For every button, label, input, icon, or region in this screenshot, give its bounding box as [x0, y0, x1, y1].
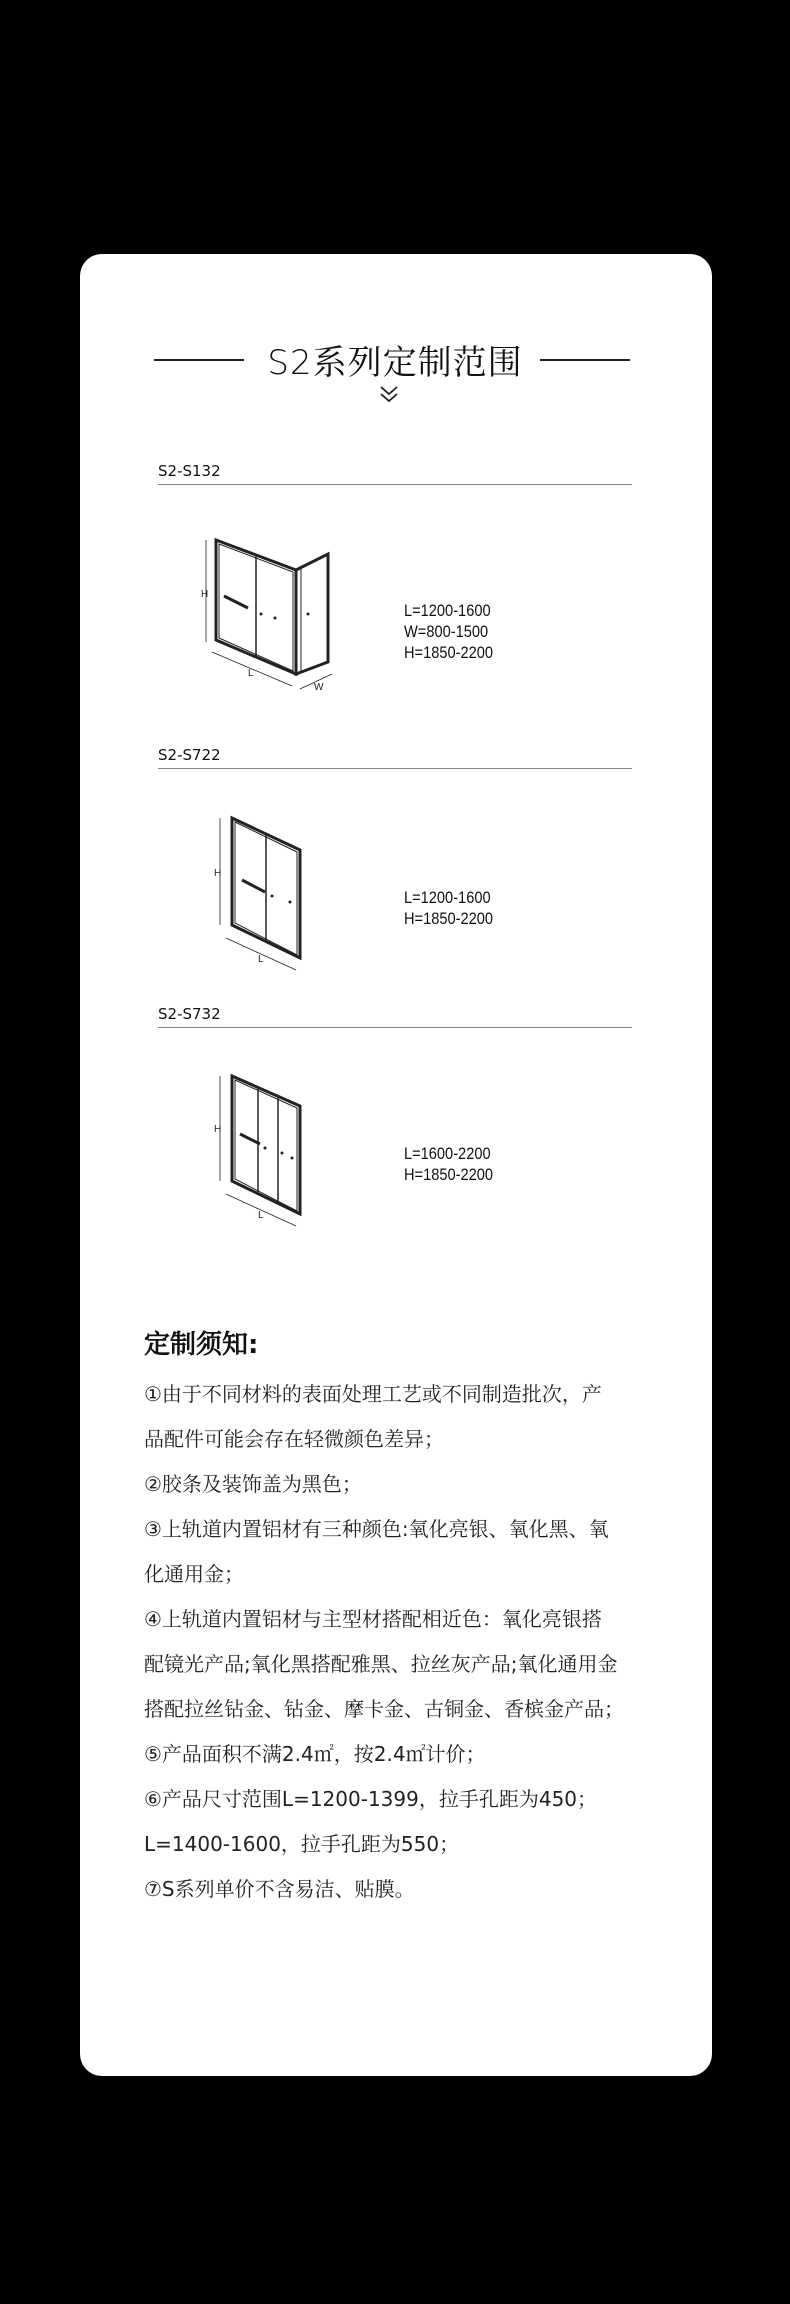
model-divider — [158, 768, 632, 769]
spec-length: L=1200-1600 — [404, 888, 491, 907]
double-chevron-down-icon — [377, 384, 401, 406]
notice-line: ①由于不同材料的表面处理工艺或不同制造批次，产 — [144, 1382, 602, 1406]
model-specs — [404, 887, 493, 929]
model-section — [158, 1003, 632, 1028]
model-section — [158, 460, 632, 485]
notice-line: 品配件可能会存在轻微颜色差异； — [144, 1427, 444, 1451]
model-divider — [158, 1027, 632, 1028]
dimension-l-label: L — [248, 668, 254, 679]
notice-line: ③上轨道内置铝材有三种颜色:氧化亮银、氧化黑、氧 — [144, 1517, 609, 1541]
spec-length: L=1200-1600 — [404, 601, 491, 620]
dimension-h-label: H — [214, 1124, 222, 1135]
shower-diagram-s722 — [210, 810, 350, 980]
dimension-h-label: H — [214, 868, 222, 879]
section-header — [80, 329, 712, 389]
shower-diagram-s132 — [198, 534, 358, 704]
spec-height: H=1850-2200 — [404, 643, 494, 662]
model-name: S2-S132 — [158, 462, 221, 480]
notice-line: ⑥产品尺寸范围L=1200-1399，拉手孔距为450； — [144, 1787, 598, 1811]
model-name: S2-S722 — [158, 746, 221, 764]
notice-line: ④上轨道内置铝材与主型材搭配相近色：氧化亮银搭 — [144, 1607, 602, 1631]
shower-diagram-s732 — [210, 1068, 350, 1238]
spec-height: H=1850-2200 — [404, 909, 494, 928]
notice-line: 配镜光产品;氧化黑搭配雅黑、拉丝灰产品;氧化通用金 — [144, 1652, 618, 1676]
dimension-l-label: L — [258, 1210, 264, 1221]
notice-line: L=1400-1600，拉手孔距为550； — [144, 1832, 460, 1856]
page-title: S2系列定制范围 — [267, 343, 523, 383]
model-section — [158, 744, 632, 769]
notice-line: 搭配拉丝钻金、钻金、摩卡金、古铜金、香槟金产品； — [144, 1697, 624, 1721]
title-divider-right — [540, 359, 630, 361]
spec-width: W=800-1500 — [404, 622, 489, 641]
model-specs — [404, 1143, 493, 1185]
notice-line: ⑦S系列单价不含易洁、贴膜。 — [144, 1877, 415, 1901]
notice-line: 化通用金； — [144, 1562, 244, 1586]
notice-list — [144, 1372, 674, 1912]
notice-title: 定制须知: — [144, 1330, 259, 1360]
dimension-h-label: H — [201, 589, 209, 600]
notice-line: ②胶条及装饰盖为黑色； — [144, 1472, 362, 1496]
model-name: S2-S732 — [158, 1005, 221, 1023]
dimension-l-label: L — [258, 954, 264, 965]
title-divider-left — [154, 359, 244, 361]
model-divider — [158, 484, 632, 485]
notice-line: ⑤产品面积不满2.4㎡，按2.4㎡计价； — [144, 1742, 486, 1766]
spec-length: L=1600-2200 — [404, 1144, 491, 1163]
content-card — [80, 254, 712, 2076]
model-specs — [404, 600, 493, 663]
dimension-w-label: W — [314, 682, 324, 693]
spec-height: H=1850-2200 — [404, 1165, 494, 1184]
